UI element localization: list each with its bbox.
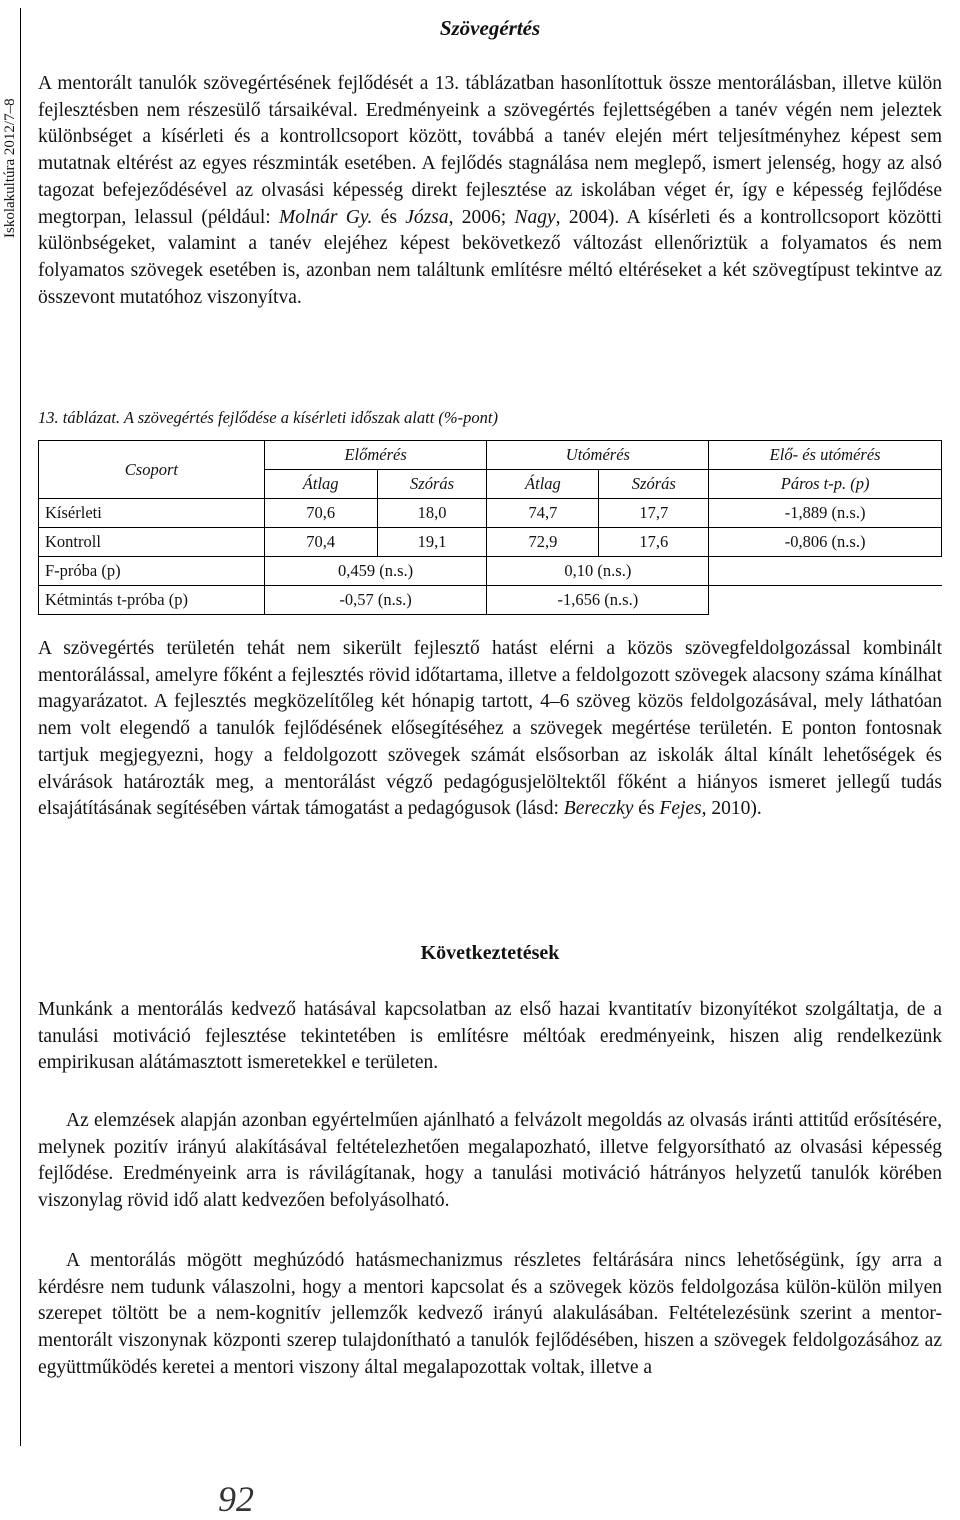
- citation: Fejes: [659, 798, 702, 820]
- cell: 0,10 (n.s.): [487, 557, 709, 586]
- table-title: A szövegértés fejlődése a kísérleti időszak alatt (%-pont): [120, 408, 498, 427]
- empty-cell: [709, 586, 942, 615]
- table-header-row: [39, 441, 942, 470]
- citation: Bereczky: [563, 798, 634, 820]
- sd-header: Szórás: [599, 470, 709, 499]
- group-header: Csoport: [39, 441, 265, 499]
- cell: -1,656 (n.s.): [487, 586, 709, 615]
- citation: Nagy: [514, 206, 556, 228]
- empty-cell: [709, 557, 942, 586]
- cell: 0,459 (n.s.): [264, 557, 487, 586]
- table-row: [39, 557, 942, 586]
- cell: 17,6: [599, 528, 709, 557]
- paragraph-conclusion-2: Az elemzések alapján azonban egyértelműen ajánlható a felvázolt megoldás az olvasás iránti attitűd erősítésére, melynek pozitív irányú alakításával feltételezhetően megalapozható, illetve felgyorsítható az olvasási képesség fejlődése. Eredményeink arra is rávilágítanak, hogy a tanulási motiváció hátrányos helyzetű tanulók körében viszonylag rövid idő alatt kedvezően befolyásolható.: [38, 1110, 942, 1212]
- cell: 70,6: [264, 499, 377, 528]
- table-row: [39, 528, 942, 557]
- mean-header: Átlag: [264, 470, 377, 499]
- paired-header: Páros t-p. (p): [709, 470, 942, 499]
- mean-header: Átlag: [487, 470, 599, 499]
- table-caption: [38, 408, 942, 428]
- row-label: Kontroll: [39, 528, 265, 557]
- sd-header: Szórás: [377, 470, 487, 499]
- cell: -0,806 (n.s.): [709, 528, 942, 557]
- paragraph-text: , 2010).: [701, 798, 762, 820]
- pre-header: Előmérés: [264, 441, 487, 470]
- paragraph-text: A mentorált tanulók szövegértésének fejlődését a 13. táblázatban hasonlítottuk össze mentorálásban, illetve külön fejlesztésben nem részesülő társaikéval. Eredményeink a szövegértés fejlettségében a tanév végén nem jeleztek különbséget a kísérleti és a kontrollcsoport között, továbbá a tanév elején mért teljesítményhez képest sem mutatnak eltérést az egyes részminták esetében. A fejlődés stagnálása nem meglepő, ismert jelenség, hogy az alsó tagozat befejeződésével az olvasási képesség direkt fejlesztése az iskolában véget ér, így e képesség fejlődése megtorpan, lelassul (például:: [38, 73, 942, 228]
- citation: Molnár Gy.: [279, 206, 373, 228]
- citation: Józsa: [405, 206, 449, 228]
- results-table: [38, 440, 942, 615]
- paragraph-text: és: [372, 206, 406, 228]
- row-label: F-próba (p): [39, 557, 265, 586]
- cell: 74,7: [487, 499, 599, 528]
- cell: 17,7: [599, 499, 709, 528]
- table-row: [39, 586, 942, 615]
- paragraph-text: , 2006;: [448, 206, 515, 228]
- paragraph-conclusion-1: Munkánk a mentorálás kedvező hatásával kapcsolatban az első hazai kvantitatív bizonyítékot szolgáltatja, de a tanulási motiváció fejlesztése tekintetében is említésre méltóak eredményeink, hiszen alig rendelkezünk empirikusan alátámasztott ismeretekkel e területen.: [38, 999, 942, 1074]
- table-number: 13. táblázat.: [38, 408, 121, 427]
- cell: -0,57 (n.s.): [264, 586, 487, 615]
- margin-rule: [20, 8, 21, 1446]
- paragraph-text: A szövegértés területén tehát nem sikerült fejlesztő hatást elérni a közös szövegfeldolgozással kombinált mentorálással, amelyre főként a fejlesztés rövid időtartama, illetve a feldolgozott szövegek alacsony száma kínálhat magyarázatot. A fejlesztés megközelítőleg két hónapig tartott, 4–6 szöveg közös feldolgozásával, mely láthatóan nem volt elegendő a tanulók fejlődésének elősegítéséhez a szövegek megértése területén. E ponton fontosnak tartjuk megjegyezni, hogy a feldolgozott szövegek számát elsősorban az iskolák által kínált lehetőségek és elvárások határozták meg, a mentorálást végző pedagógusjelöltektől főként a hiányos ismeret jellegű tudás elsajátításának segítésében vártak támogatást a pedagógusok (lásd:: [38, 638, 942, 820]
- paragraph-conclusion-3: A mentorálás mögött meghúzódó hatásmechanizmus részletes feltárására nincs lehetőségünk, így arra a kérdésre nem tudunk válaszolni, hogy a mentori kapcsolat és a szövegek közös feldolgozása külön-külön milyen szerepet töltött be a nem-kognitív jellemzők kedvező irányú alakulásában. Feltételezésünk szerint a mentor-mentorált viszonynak központi szerep tulajdonítható a tanulók fejlődésében, hiszen a szövegek feldolgozásához az együttműködés keretei a mentori viszony által megalapozottak voltak, illetve a: [38, 1250, 942, 1378]
- page-number: 92: [218, 1479, 254, 1519]
- section-title: Szövegértés: [439, 16, 541, 40]
- cell: 70,4: [264, 528, 377, 557]
- prepost-header: Elő- és utómérés: [709, 441, 942, 470]
- row-label: Kétmintás t-próba (p): [39, 586, 265, 615]
- conclusion-title: Következtetések: [420, 942, 560, 964]
- post-header: Utómérés: [487, 441, 709, 470]
- paragraph-text: , 2004). A kísérleti és a kontrollcsoport közötti különbségeket, valamint a tanév elejéhez képest bekövetkező változást ellenőriztük a folyamatos és nem folyamatos szövegek esetében is, azonban nem találtunk említésre méltó eltéréseket a két szövegtípust tekintve az összevont mutatóhoz viszonyítva.: [38, 206, 943, 308]
- paragraph-text: és: [633, 798, 660, 820]
- cell: 72,9: [487, 528, 599, 557]
- row-label: Kísérleti: [39, 499, 265, 528]
- cell: -1,889 (n.s.): [709, 499, 942, 528]
- table-row: [39, 499, 942, 528]
- cell: 19,1: [377, 528, 487, 557]
- paragraph-results: [38, 71, 942, 311]
- cell: 18,0: [377, 499, 487, 528]
- running-header: Iskolakultúra 2012/7–8: [2, 98, 18, 238]
- paragraph-discussion: [38, 636, 942, 823]
